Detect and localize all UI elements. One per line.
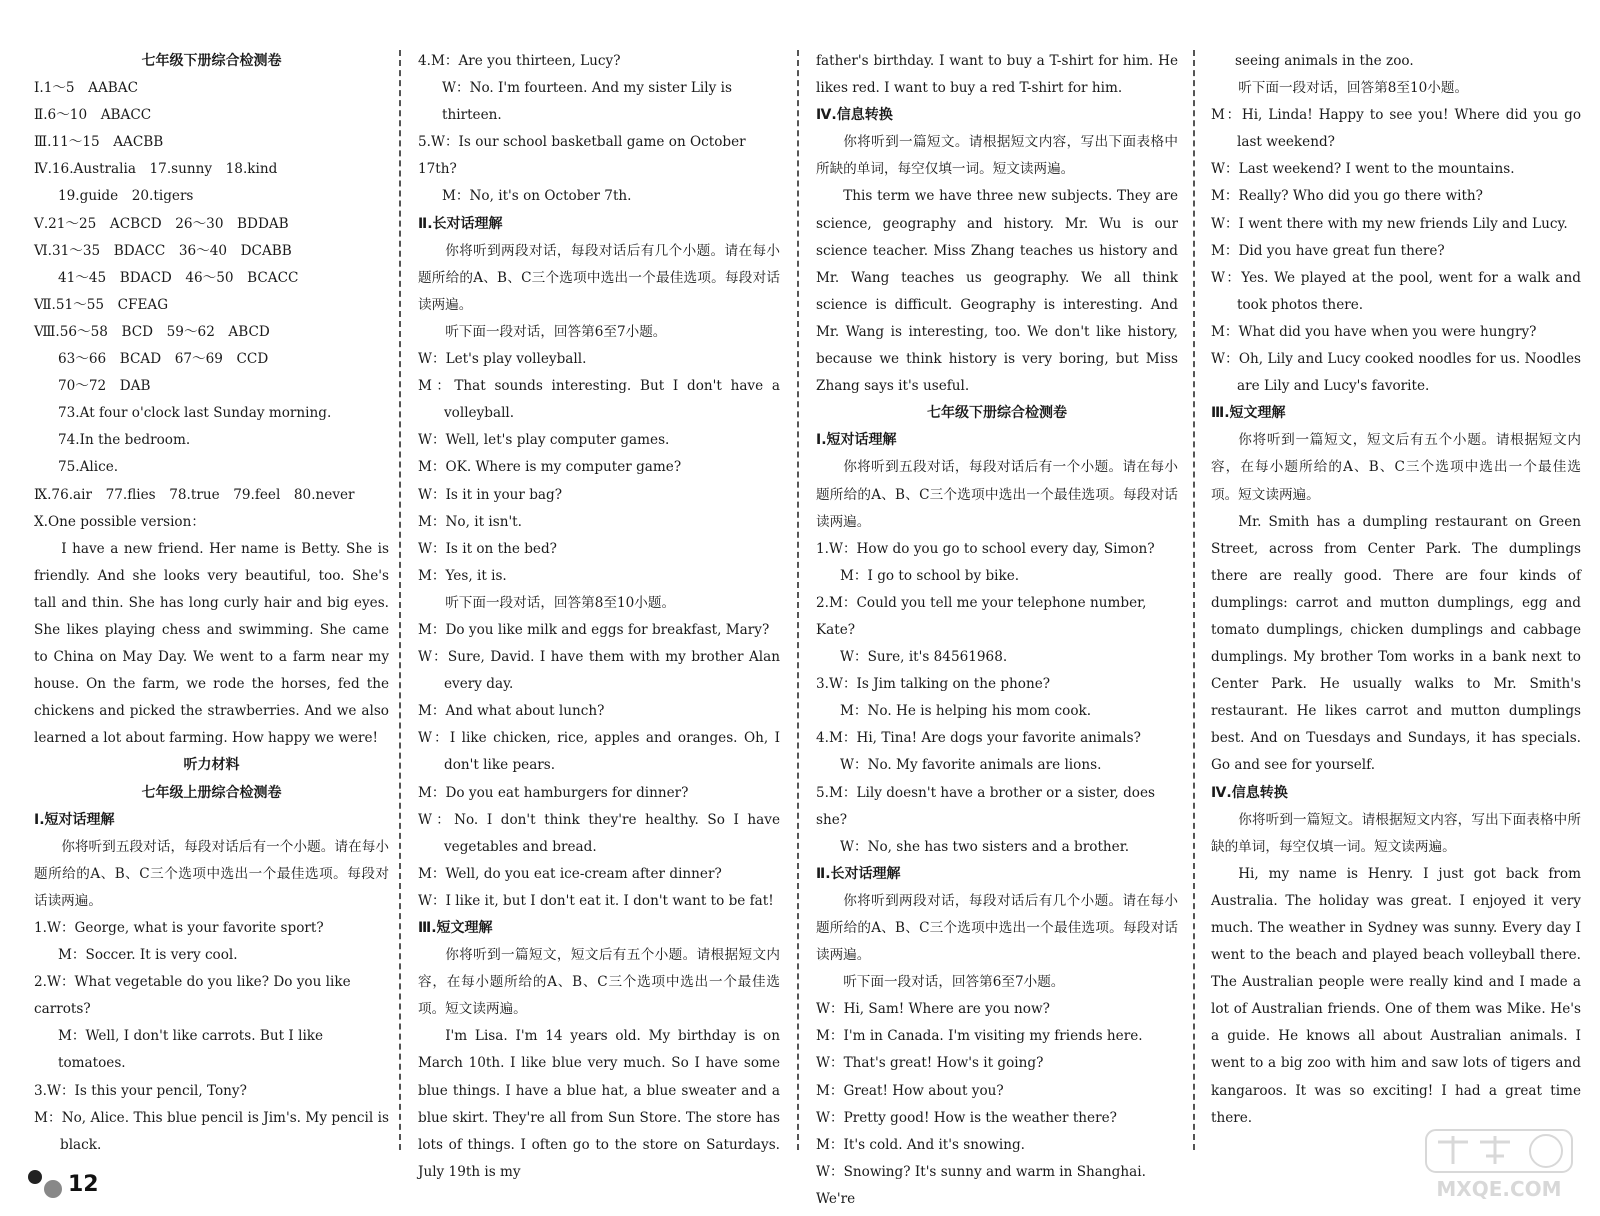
text-line: W：I like chicken, rice, apples and oranges. Oh, I don't like pears. (418, 730, 780, 774)
text-line: M：And what about lunch? (418, 703, 605, 720)
text-line: 5.M：Lily doesn't have a brother or a sister, does she? (816, 784, 1155, 828)
text-line: W：I like it, but I don't eat it. I don't want to be fat! (418, 892, 774, 909)
paragraph: 你将听到一篇短文。请根据短文内容，写出下面表格中所缺的单词，每空仅填一词。短文读两遍。 (1211, 811, 1581, 855)
text-line: M：Do you like milk and eggs for breakfast, Mary? (418, 621, 770, 638)
page-number-area (28, 1164, 99, 1204)
text-line: W：Yes. We played at the pool, went for a walk and took photos there. (1211, 269, 1581, 313)
text-line: M：It's cold. And it's snowing. (816, 1136, 1025, 1153)
text-line: Ⅳ.16.Australia 17.sunny 18.kind (34, 161, 278, 178)
text-line: M：Really? Who did you go there with? (1211, 188, 1483, 205)
paragraph: This term we have three new subjects. They are science, geography and history. Mr. Wu is our science teacher. Miss Zhang teaches us history and Mr. Wang teaches us geography. We all think science is difficult. Geography is interesting. And Mr. Wang is interesting, too. We don't like history, because we think history is very boring, but Miss Zhang says it's useful. (816, 188, 1178, 395)
text-line: M：Well, I don't like carrots. But I like tomatoes. (58, 1028, 324, 1072)
text-line: Ⅴ.21～25 ACBCD 26～30 BDDAB (34, 215, 289, 232)
text-line: 4.M：Hi, Tina! Are dogs your favorite animals? (816, 730, 1141, 747)
text-line: W：I went there with my new friends Lily and Lucy. (1211, 215, 1568, 232)
text-line: 19.guide 20.tigers (58, 188, 194, 205)
text-line: Ⅷ.56～58 BCD 59～62 ABCD (34, 323, 270, 340)
section-heading: Ⅳ.信息转换 (816, 107, 893, 124)
text-line: 4.M：Are you thirteen, Lucy? (418, 53, 621, 69)
text-line: W：No. I'm fourteen. And my sister Lily is thirteen. (442, 80, 732, 124)
text-line: 1.W：How do you go to school every day, Simon? (816, 540, 1155, 557)
column-1 (34, 48, 389, 1168)
text-line: W：Sure, David. I have them with my brother Alan every day. (418, 649, 780, 693)
text-line: M：No, it isn't. (418, 513, 522, 530)
column-4 (1211, 48, 1581, 1168)
text-line: M：I go to school by bike. (840, 567, 1020, 584)
text-line: Ⅸ.76.air 77.flies 78.true 79.feel 80.never (34, 486, 355, 503)
column-2 (418, 48, 780, 1180)
text-line: W：Let's play volleyball. (418, 351, 587, 368)
text-line: W：Well, let's play computer games. (418, 432, 670, 449)
text-line: M：Did you have great fun there? (1211, 242, 1445, 259)
text-line: 63～66 BCAD 67～69 CCD (58, 351, 269, 368)
text-line: Ⅲ.11～15 AACBB (34, 134, 164, 151)
column-divider (399, 50, 401, 1150)
paragraph: 听下面一段对话，回答第8至10小题。 (445, 594, 676, 611)
text-line: W：Is it in your bag? (418, 486, 563, 503)
text-line: 2.W：What vegetable do you like? Do you like carrots? (34, 974, 351, 1018)
section-heading: Ⅲ.短文理解 (418, 920, 493, 936)
paragraph: 你将听到五段对话，每段对话后有一个小题。请在每小题所给的A、B、C三个选项中选出一个最佳选项。每段对话读两遍。 (816, 459, 1178, 530)
paragraph: Hi, my name is Henry. I just got back from Australia. The holiday was great. I enjoyed it very much. The weather in Sydney was sunny. Every day I went to the beach and played beach volleyball there. The Australian people were really kind and I made a lot of Australian friends. One of them was Mike. He's a guide. He knows all about Australian animals. I went to a big zoo with him and saw lots of tigers and kangaroos. It was so exciting! I had a great time there. (1211, 865, 1581, 1126)
text-line: Ⅵ.31～35 BDACC 36～40 DCABB (34, 242, 292, 259)
paragraph: 你将听到五段对话，每段对话后有一个小题。请在每小题所给的A、B、C三个选项中选出一个最佳选项。每段对话读两遍。 (34, 838, 389, 909)
text-line: W：No. I don't think they're healthy. So I have vegetables and bread. (418, 811, 780, 855)
text-line: Ⅱ.6～10 ABACC (34, 107, 152, 124)
section-title: 听力材料 (183, 757, 240, 774)
text-line: Ⅰ.1～5 AABAC (34, 80, 139, 97)
text-line: M：Hi, Linda! Happy to see you! Where did you go last weekend? (1211, 107, 1581, 151)
text-line: Ⅹ.One possible version： (34, 513, 205, 530)
paragraph: 听下面一段对话，回答第8至10小题。 (1238, 80, 1469, 97)
paragraph: 你将听到两段对话，每段对话后有几个小题。请在每小题所给的A、B、C三个选项中选出一个最佳选项。每段对话读两遍。 (816, 892, 1178, 964)
text-line: W：Sure, it's 84561968. (840, 649, 1008, 666)
text-line: 41～45 BDACD 46～50 BCACC (58, 269, 299, 286)
text-line: M：No. He is helping his mom cook. (840, 703, 1092, 720)
text-line: 70～72 DAB (58, 378, 151, 395)
text-line: Ⅶ.51～55 CFEAG (34, 296, 169, 313)
text-line: M：Soccer. It is very cool. (58, 947, 238, 964)
text-line: M：What did you have when you were hungry? (1211, 323, 1537, 340)
paragraph: Mr. Smith has a dumpling restaurant on Green Street, across from Center Park. The dumplings there are really good. There are four kinds of dumplings: carrot and mutton dumplings, egg and tomato dumplings, chicken dumplings and cabbage dumplings. My brother Tom works in a bank next to Center Park. He usually walks to Mr. Smith's restaurant. He likes carrot and mutton dumplings best. And on Tuesdays and Sundays, it has specials. Go and see for yourself. (1211, 513, 1581, 774)
text-line: 75.Alice. (58, 459, 119, 476)
text-line: father's birthday. I want to buy a T-shirt for him. He likes red. I want to buy a red T-shirt for him. (816, 53, 1178, 97)
section-heading: Ⅱ.长对话理解 (418, 215, 503, 232)
text-line: 1.W：George, what is your favorite sport? (34, 920, 324, 936)
paragraph: 听下面一段对话，回答第6至7小题。 (445, 323, 667, 340)
text-line: M：No, it's on October 7th. (442, 188, 632, 205)
text-line: M：OK. Where is my computer game? (418, 459, 682, 476)
text-line: M：That sounds interesting. But I don't have a volleyball. (418, 378, 780, 422)
text-line: M：No, Alice. This blue pencil is Jim's. My pencil is black. (34, 1109, 389, 1153)
text-line: M：Great! How about you? (816, 1082, 1004, 1099)
paragraph: I'm Lisa. I'm 14 years old. My birthday is on March 10th. I like blue very much. So I have some blue things. I have a blue hat, a blue sweater and a blue skirt. They're all from Sun Store. The store has lots of things. I often go to the store on Saturdays. July 19th is my (418, 1028, 780, 1180)
text-line: 74.In the bedroom. (58, 432, 191, 449)
text-line: 3.W：Is this your pencil, Tony? (34, 1082, 247, 1099)
section-heading: Ⅱ.长对话理解 (816, 865, 901, 882)
text-line: W：Pretty good! How is the weather there? (816, 1109, 1117, 1126)
text-line: M：Yes, it is. (418, 567, 507, 584)
text-line: M：Do you eat hamburgers for dinner? (418, 784, 689, 801)
page-number: 12 (68, 1171, 99, 1197)
section-heading: Ⅰ.短对话理解 (34, 811, 115, 828)
text-line: M：Well, do you eat ice-cream after dinner? (418, 865, 722, 882)
text-line: W：Snowing? It's sunny and warm in Shanghai. We're (816, 1163, 1146, 1207)
watermark-logo (1424, 1126, 1574, 1202)
paragraph: 你将听到一篇短文，短文后有五个小题。请根据短文内容，在每小题所给的A、B、C三个选项中选出一个最佳选项。短文读两遍。 (418, 947, 780, 1018)
svg-text:MXQE.COM: MXQE.COM (1436, 1177, 1562, 1201)
paragraph: 你将听到一篇短文，短文后有五个小题。请根据短文内容，在每小题所给的A、B、C三个选项中选出一个最佳选项。短文读两遍。 (1211, 432, 1581, 503)
text-line: W：Hi, Sam! Where are you now? (816, 1001, 1050, 1018)
section-heading: Ⅲ.短文理解 (1211, 405, 1286, 422)
text-line: 3.W：Is Jim talking on the phone? (816, 676, 1051, 693)
bullet-dot-icon (44, 1180, 62, 1198)
text-line: seeing animals in the zoo. (1235, 53, 1414, 69)
paragraph: 你将听到一篇短文。请根据短文内容，写出下面表格中所缺的单词，每空仅填一词。短文读两遍。 (816, 134, 1178, 178)
column-divider (797, 50, 799, 1150)
text-line: W：Last weekend? I went to the mountains. (1211, 161, 1515, 178)
column-divider (1193, 50, 1195, 1150)
text-line: 73.At four o'clock last Sunday morning. (58, 405, 332, 422)
text-line: W：No. My favorite animals are lions. (840, 757, 1102, 774)
text-line: 5.W：Is our school basketball game on October 17th? (418, 134, 746, 178)
paragraph: 听下面一段对话，回答第6至7小题。 (843, 974, 1065, 991)
section-heading: Ⅳ.信息转换 (1211, 784, 1288, 801)
text-line: W：No, she has two sisters and a brother. (840, 838, 1130, 855)
section-heading: Ⅰ.短对话理解 (816, 432, 897, 449)
column-3 (816, 48, 1178, 1207)
text-line: 2.M：Could you tell me your telephone number, Kate? (816, 594, 1147, 638)
paragraph: I have a new friend. Her name is Betty. She is friendly. And she looks very beautiful, too. She's tall and thin. She has long curly hair and big eyes. She likes playing chess and swimming. She came to China on May Day. We went to a farm near my house. On the farm, we rode the horses, fed the chickens and picked the strawberries. And we also learned a lot about farming. How happy we were! (34, 540, 389, 747)
text-line: W：Is it on the bed? (418, 540, 557, 557)
bullet-dot-icon (28, 1170, 42, 1184)
text-line: W：That's great! How's it going? (816, 1055, 1044, 1072)
text-line: M：I'm in Canada. I'm visiting my friends here. (816, 1028, 1143, 1045)
section-title: 七年级下册综合检测卷 (927, 405, 1067, 422)
text-line: W：Oh, Lily and Lucy cooked noodles for us. Noodles are Lily and Lucy's favorite. (1211, 351, 1581, 395)
section-title: 七年级上册综合检测卷 (141, 784, 282, 801)
paragraph: 你将听到两段对话，每段对话后有几个小题。请在每小题所给的A、B、C三个选项中选出一个最佳选项。每段对话读两遍。 (418, 242, 780, 313)
section-title: 七年级下册综合检测卷 (141, 53, 282, 69)
